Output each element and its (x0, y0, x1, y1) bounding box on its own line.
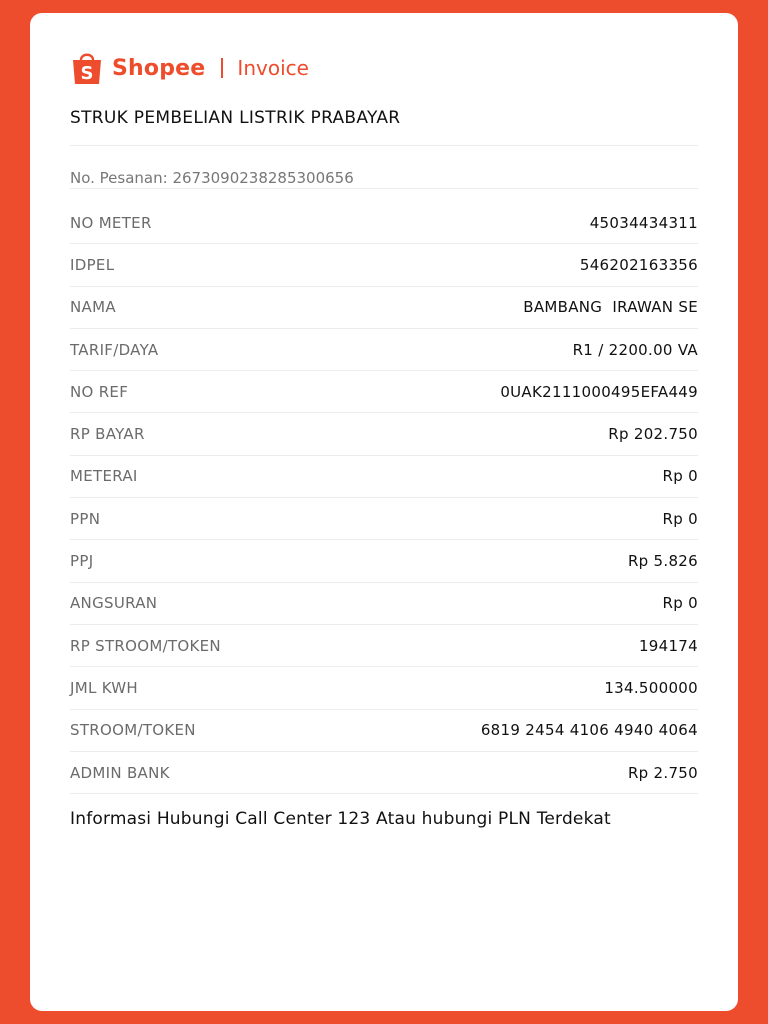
row-value: 194174 (638, 636, 698, 655)
row-value: Rp 2.750 (627, 763, 698, 782)
receipt-row (70, 371, 698, 413)
invoice-label: Invoice (237, 56, 309, 80)
receipt-row (70, 413, 698, 455)
brand-name: Shopee (112, 55, 206, 81)
row-label: METERAI (70, 467, 138, 486)
row-value: Rp 0 (662, 467, 698, 486)
receipt-row (70, 244, 698, 286)
row-value: 0UAK2111000495EFA449 (500, 382, 698, 401)
row-label: PPJ (70, 552, 94, 571)
receipt-row (70, 498, 698, 540)
row-label: RP BAYAR (70, 425, 145, 444)
receipt-row (70, 287, 698, 329)
row-label: RP STROOM/TOKEN (70, 636, 221, 655)
receipt-row (70, 752, 698, 794)
row-label: TARIF/DAYA (70, 340, 159, 359)
row-value: 134.500000 (604, 678, 698, 697)
invoice-header (70, 48, 309, 88)
row-value: BAMBANG IRAWAN SE (523, 298, 698, 317)
receipt-rows (70, 202, 698, 794)
row-value: Rp 0 (662, 594, 698, 613)
shopee-bag-icon (70, 50, 104, 86)
receipt-row (70, 710, 698, 752)
bag-letter: S (80, 63, 94, 84)
row-label: STROOM/TOKEN (70, 721, 196, 740)
receipt-row (70, 202, 698, 244)
receipt-row (70, 540, 698, 582)
receipt-row (70, 625, 698, 667)
row-value: 546202163356 (579, 255, 698, 274)
row-value: Rp 5.826 (627, 552, 698, 571)
row-label: ANGSURAN (70, 594, 158, 613)
invoice-card (30, 13, 738, 1011)
row-value: Rp 0 (662, 509, 698, 528)
receipt-row (70, 583, 698, 625)
row-label: NO REF (70, 382, 129, 401)
receipt-row (70, 329, 698, 371)
row-value: Rp 202.750 (608, 425, 698, 444)
row-label: JML KWH (70, 678, 139, 697)
row-label: IDPEL (70, 255, 115, 274)
row-label: NAMA (70, 298, 116, 317)
receipt-row (70, 667, 698, 709)
row-value: R1 / 2200.00 VA (572, 340, 698, 359)
row-label: ADMIN BANK (70, 763, 170, 782)
info-text: Informasi Hubungi Call Center 123 Atau hubungi PLN Terdekat (70, 809, 611, 829)
row-value: 6819 2454 4106 4940 4064 (480, 721, 698, 740)
row-label: NO METER (70, 213, 152, 232)
row-label: PPN (70, 509, 101, 528)
order-divider (70, 188, 698, 189)
title-divider (70, 145, 698, 146)
row-value: 45034434311 (589, 213, 698, 232)
receipt-title: STRUK PEMBELIAN LISTRIK PRABAYAR (70, 108, 401, 128)
order-number: No. Pesanan: 2673090238285300656 (70, 169, 354, 187)
receipt-row (70, 456, 698, 498)
header-separator (221, 58, 223, 78)
